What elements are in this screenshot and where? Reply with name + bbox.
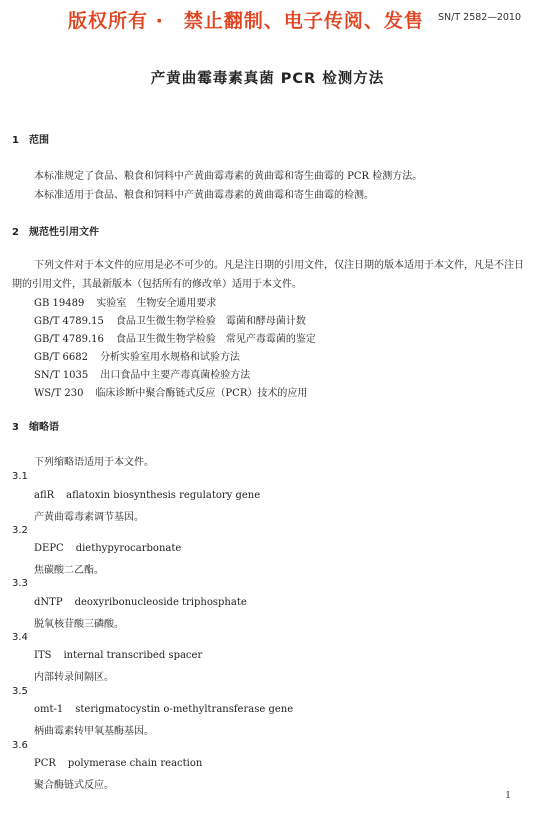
section-title: 范围 (29, 135, 49, 146)
term-expansion: sterigmatocystin o-methyltransferase gene (75, 704, 294, 715)
reference-title: 分析实验室用水规格和试验方法 (100, 352, 241, 363)
term-expansion: deoxyribonucleoside triphosphate (74, 597, 247, 608)
term-english (34, 597, 247, 608)
reference-title: 食品卫生微生物学检验 常见产毒霉菌的鉴定 (115, 334, 316, 345)
clause-number: 3.4 (12, 632, 28, 643)
reference-title: 食品卫生微生物学检验 霉菌和酵母菌计数 (115, 316, 306, 327)
term-abbreviation: dNTP (34, 597, 63, 608)
term-abbreviation: ITS (34, 650, 52, 661)
reference-code: SN/T 1035 (34, 370, 89, 381)
section-number: 1 (12, 135, 19, 146)
section-heading-normative-references (12, 223, 99, 238)
section-number: 2 (12, 227, 19, 238)
term-english (34, 490, 260, 501)
section-title: 规范性引用文件 (29, 227, 99, 238)
reference-code: GB/T 4789.16 (34, 334, 104, 345)
reference-code: GB/T 4789.15 (34, 316, 104, 327)
clause-number: 3.3 (12, 578, 28, 589)
term-chinese: 内部转录间隔区。 (34, 672, 114, 683)
reference-item (34, 294, 216, 309)
clause-number: 3.6 (12, 740, 28, 751)
reference-title: 出口食品中主要产毒真菌检验方法 (100, 370, 251, 381)
reference-item (34, 330, 316, 345)
reference-title: 临床诊断中聚合酶链式反应（PCR）技术的应用 (95, 388, 308, 399)
term-english (34, 543, 181, 554)
paragraph: 本标准规定了食品、粮食和饲料中产黄曲霉毒素的黄曲霉和寄生曲霉的 PCR 检测方法。 (34, 171, 423, 182)
reference-item (34, 348, 240, 363)
reference-code: GB 19489 (34, 298, 85, 309)
document-title: 产黄曲霉毒素真菌 PCR 检测方法 (150, 71, 385, 87)
reference-item (34, 366, 250, 381)
term-english (34, 650, 202, 661)
section-title: 缩略语 (29, 422, 59, 433)
section-heading-scope (12, 131, 49, 146)
page-number: 1 (505, 791, 511, 801)
section-number: 3 (12, 422, 19, 433)
paragraph: 下列缩略语适用于本文件。 (34, 457, 154, 468)
clause-number: 3.2 (12, 525, 28, 536)
term-expansion: polymerase chain reaction (67, 758, 203, 769)
reference-code: GB/T 6682 (34, 352, 89, 363)
copyright-watermark: 版权所有 · 禁止翻制、电子传阅、发售 (68, 10, 424, 32)
term-chinese: 聚合酶链式反应。 (34, 780, 114, 791)
reference-code: WS/T 230 (34, 388, 84, 399)
paragraph: 下列文件对于本文件的应用是必不可少的。凡是注日期的引用文件，仅注日期的版本适用于本文件，凡是不注日期的引用文件，其最新版本（包括所有的修改单）适用于本文件。 (12, 260, 524, 290)
term-expansion: diethypyrocarbonate (75, 543, 182, 554)
reference-item (34, 384, 307, 399)
term-abbreviation: PCR (34, 758, 56, 769)
term-expansion: aflatoxin biosynthesis regulatory gene (66, 490, 261, 501)
paragraph: 本标准适用于食品、粮食和饲料中产黄曲霉毒素的黄曲霉和寄生曲霉的检测。 (34, 190, 374, 201)
clause-number: 3.1 (12, 471, 28, 482)
term-chinese: 脱氧核苷酸三磷酸。 (34, 619, 124, 630)
clause-number: 3.5 (12, 686, 28, 697)
reference-title: 实验室 生物安全通用要求 (96, 298, 217, 309)
term-chinese: 柄曲霉素转甲氧基酶基因。 (34, 726, 154, 737)
term-english (34, 758, 202, 769)
term-chinese: 焦碳酸二乙酯。 (34, 565, 104, 576)
reference-item (34, 312, 306, 327)
term-english (34, 704, 293, 715)
section-heading-abbreviations (12, 418, 59, 433)
term-expansion: internal transcribed spacer (63, 650, 203, 661)
term-chinese: 产黄曲霉毒素调节基因。 (34, 512, 144, 523)
standard-code: SN/T 2582—2010 (437, 12, 521, 23)
term-abbreviation: omt-1 (34, 704, 64, 715)
term-abbreviation: DEPC (34, 543, 64, 554)
term-abbreviation: aflR (34, 490, 55, 501)
